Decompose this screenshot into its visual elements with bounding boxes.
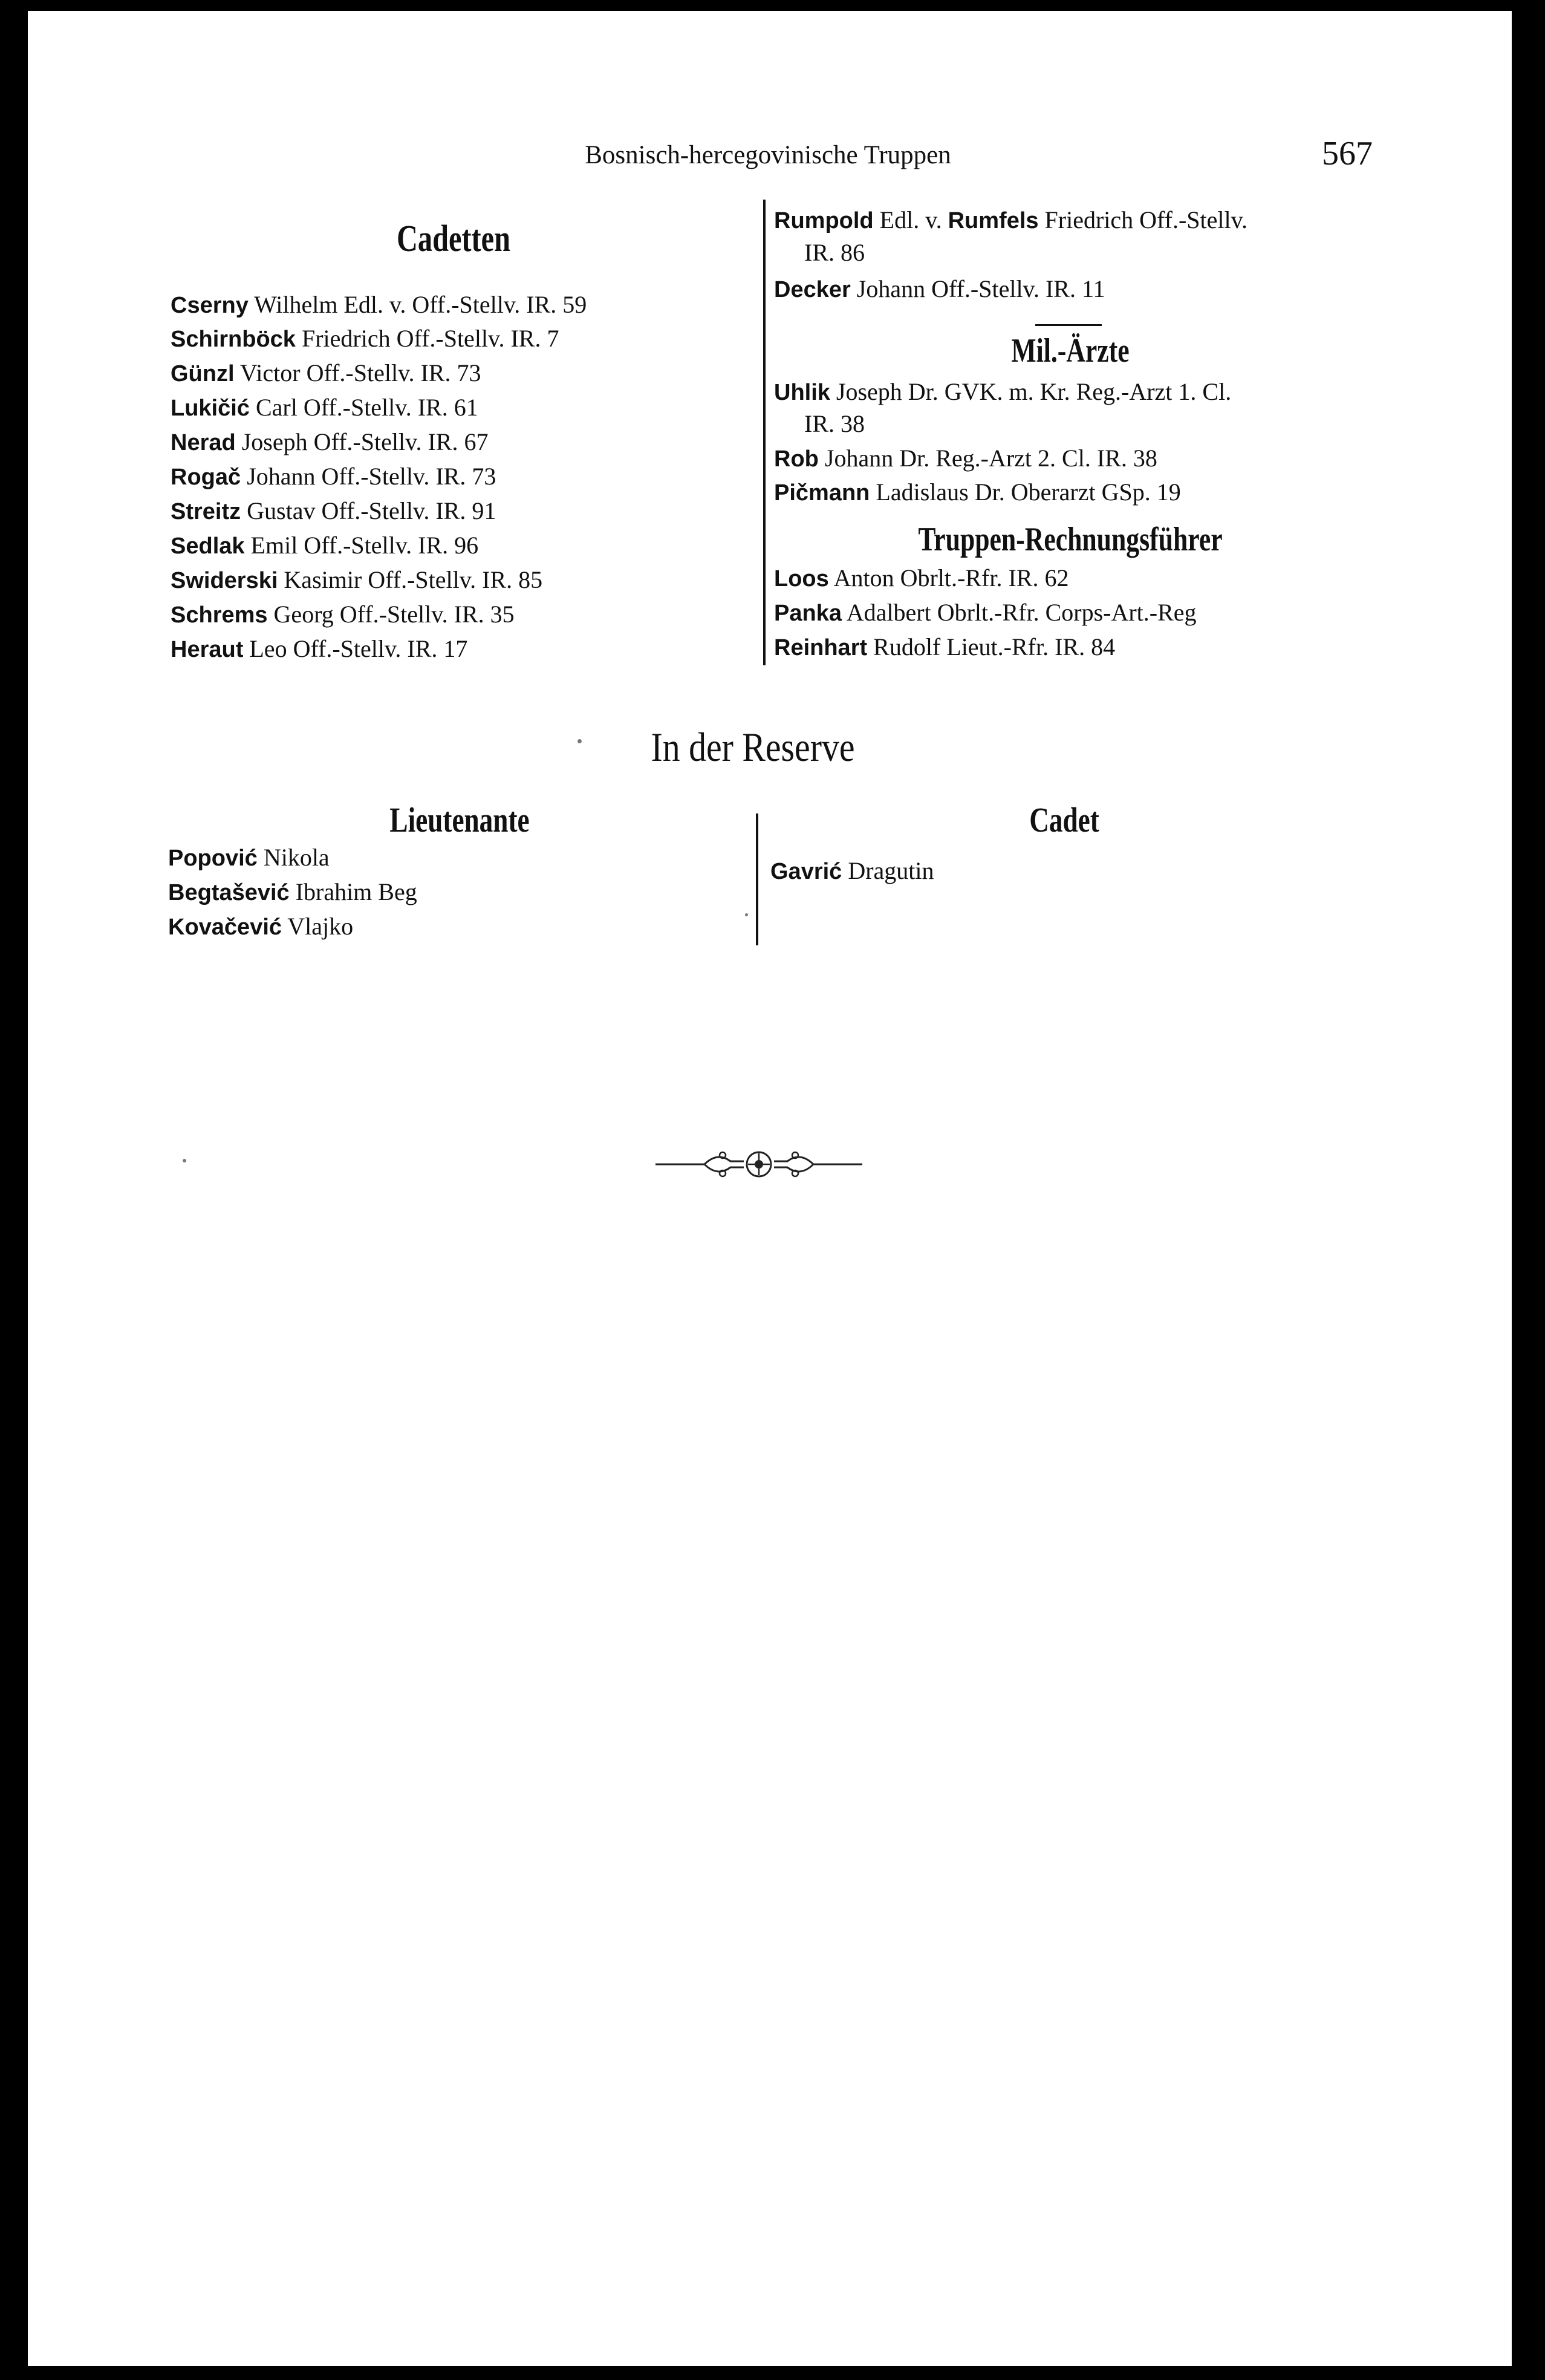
section-heading-reserve: In der Reserve — [651, 724, 855, 770]
section-heading-lieutenante: Lieutenante — [389, 800, 530, 840]
list-item: Günzl Victor Off.-Stellv. IR. 73 — [171, 359, 481, 386]
list-item: Schrems Georg Off.-Stellv. IR. 35 — [171, 601, 515, 628]
list-item: Rob Johann Dr. Reg.-Arzt 2. Cl. IR. 38 — [774, 445, 1157, 472]
list-item: Rumpold Edl. v. Rumfels Friedrich Off.-Stellv. — [774, 206, 1248, 233]
ornament-divider — [653, 1143, 865, 1185]
running-title: Bosnisch-hercegovinische Truppen — [585, 141, 951, 169]
list-item: Sedlak Emil Off.-Stellv. IR. 96 — [171, 532, 479, 559]
list-item: Panka Adalbert Obrlt.-Rfr. Corps-Art.-Reg — [774, 599, 1197, 626]
list-item: Reinhart Rudolf Lieut.-Rfr. IR. 84 — [774, 633, 1116, 660]
list-item: Decker Johann Off.-Stellv. IR. 11 — [774, 275, 1105, 302]
scan-border-right — [1512, 0, 1545, 2380]
column-divider — [763, 200, 766, 665]
list-item-continuation: IR. 38 — [804, 410, 865, 437]
page-number: 567 — [1322, 135, 1373, 172]
column-divider — [756, 813, 758, 945]
scan-border-bottom — [0, 2366, 1545, 2380]
list-item: Loos Anton Obrlt.-Rfr. IR. 62 — [774, 564, 1069, 592]
scan-speck — [577, 739, 582, 743]
list-item: Nerad Joseph Off.-Stellv. IR. 67 — [171, 428, 489, 455]
list-item: Gavrić Dragutin — [770, 857, 934, 884]
list-item: Lukičić Carl Off.-Stellv. IR. 61 — [171, 394, 478, 421]
section-rule — [1035, 324, 1102, 326]
section-heading-mil-aerzte: Mil.-Ärzte — [1011, 332, 1130, 370]
list-item: Rogač Johann Off.-Stellv. IR. 73 — [171, 463, 496, 490]
list-item: Schirnböck Friedrich Off.-Stellv. IR. 7 — [171, 325, 559, 352]
list-item: Swiderski Kasimir Off.-Stellv. IR. 85 — [171, 566, 543, 593]
list-item: Cserny Wilhelm Edl. v. Off.-Stellv. IR. 59 — [171, 291, 587, 318]
scan-border-top — [0, 0, 1545, 11]
section-heading-cadet: Cadet — [1029, 800, 1099, 840]
scan-speck — [183, 1159, 186, 1162]
list-item: Kovačević Vlajko — [168, 913, 354, 940]
list-item: Pičmann Ladislaus Dr. Oberarzt GSp. 19 — [774, 478, 1181, 506]
section-heading-rechnungsfuehrer: Truppen-Rechnungsführer — [918, 521, 1223, 558]
list-item: Heraut Leo Off.-Stellv. IR. 17 — [171, 635, 468, 662]
list-item: Streitz Gustav Off.-Stellv. IR. 91 — [171, 497, 496, 524]
scan-border-left — [0, 0, 28, 2380]
list-item: Popović Nikola — [168, 844, 330, 871]
scan-speck — [745, 913, 748, 916]
list-item: Begtašević Ibrahim Beg — [168, 878, 417, 905]
list-item: Uhlik Joseph Dr. GVK. m. Kr. Reg.-Arzt 1. Cl. — [774, 378, 1232, 405]
list-item-continuation: IR. 86 — [804, 239, 865, 266]
section-heading-cadetten: Cadetten — [396, 218, 511, 259]
